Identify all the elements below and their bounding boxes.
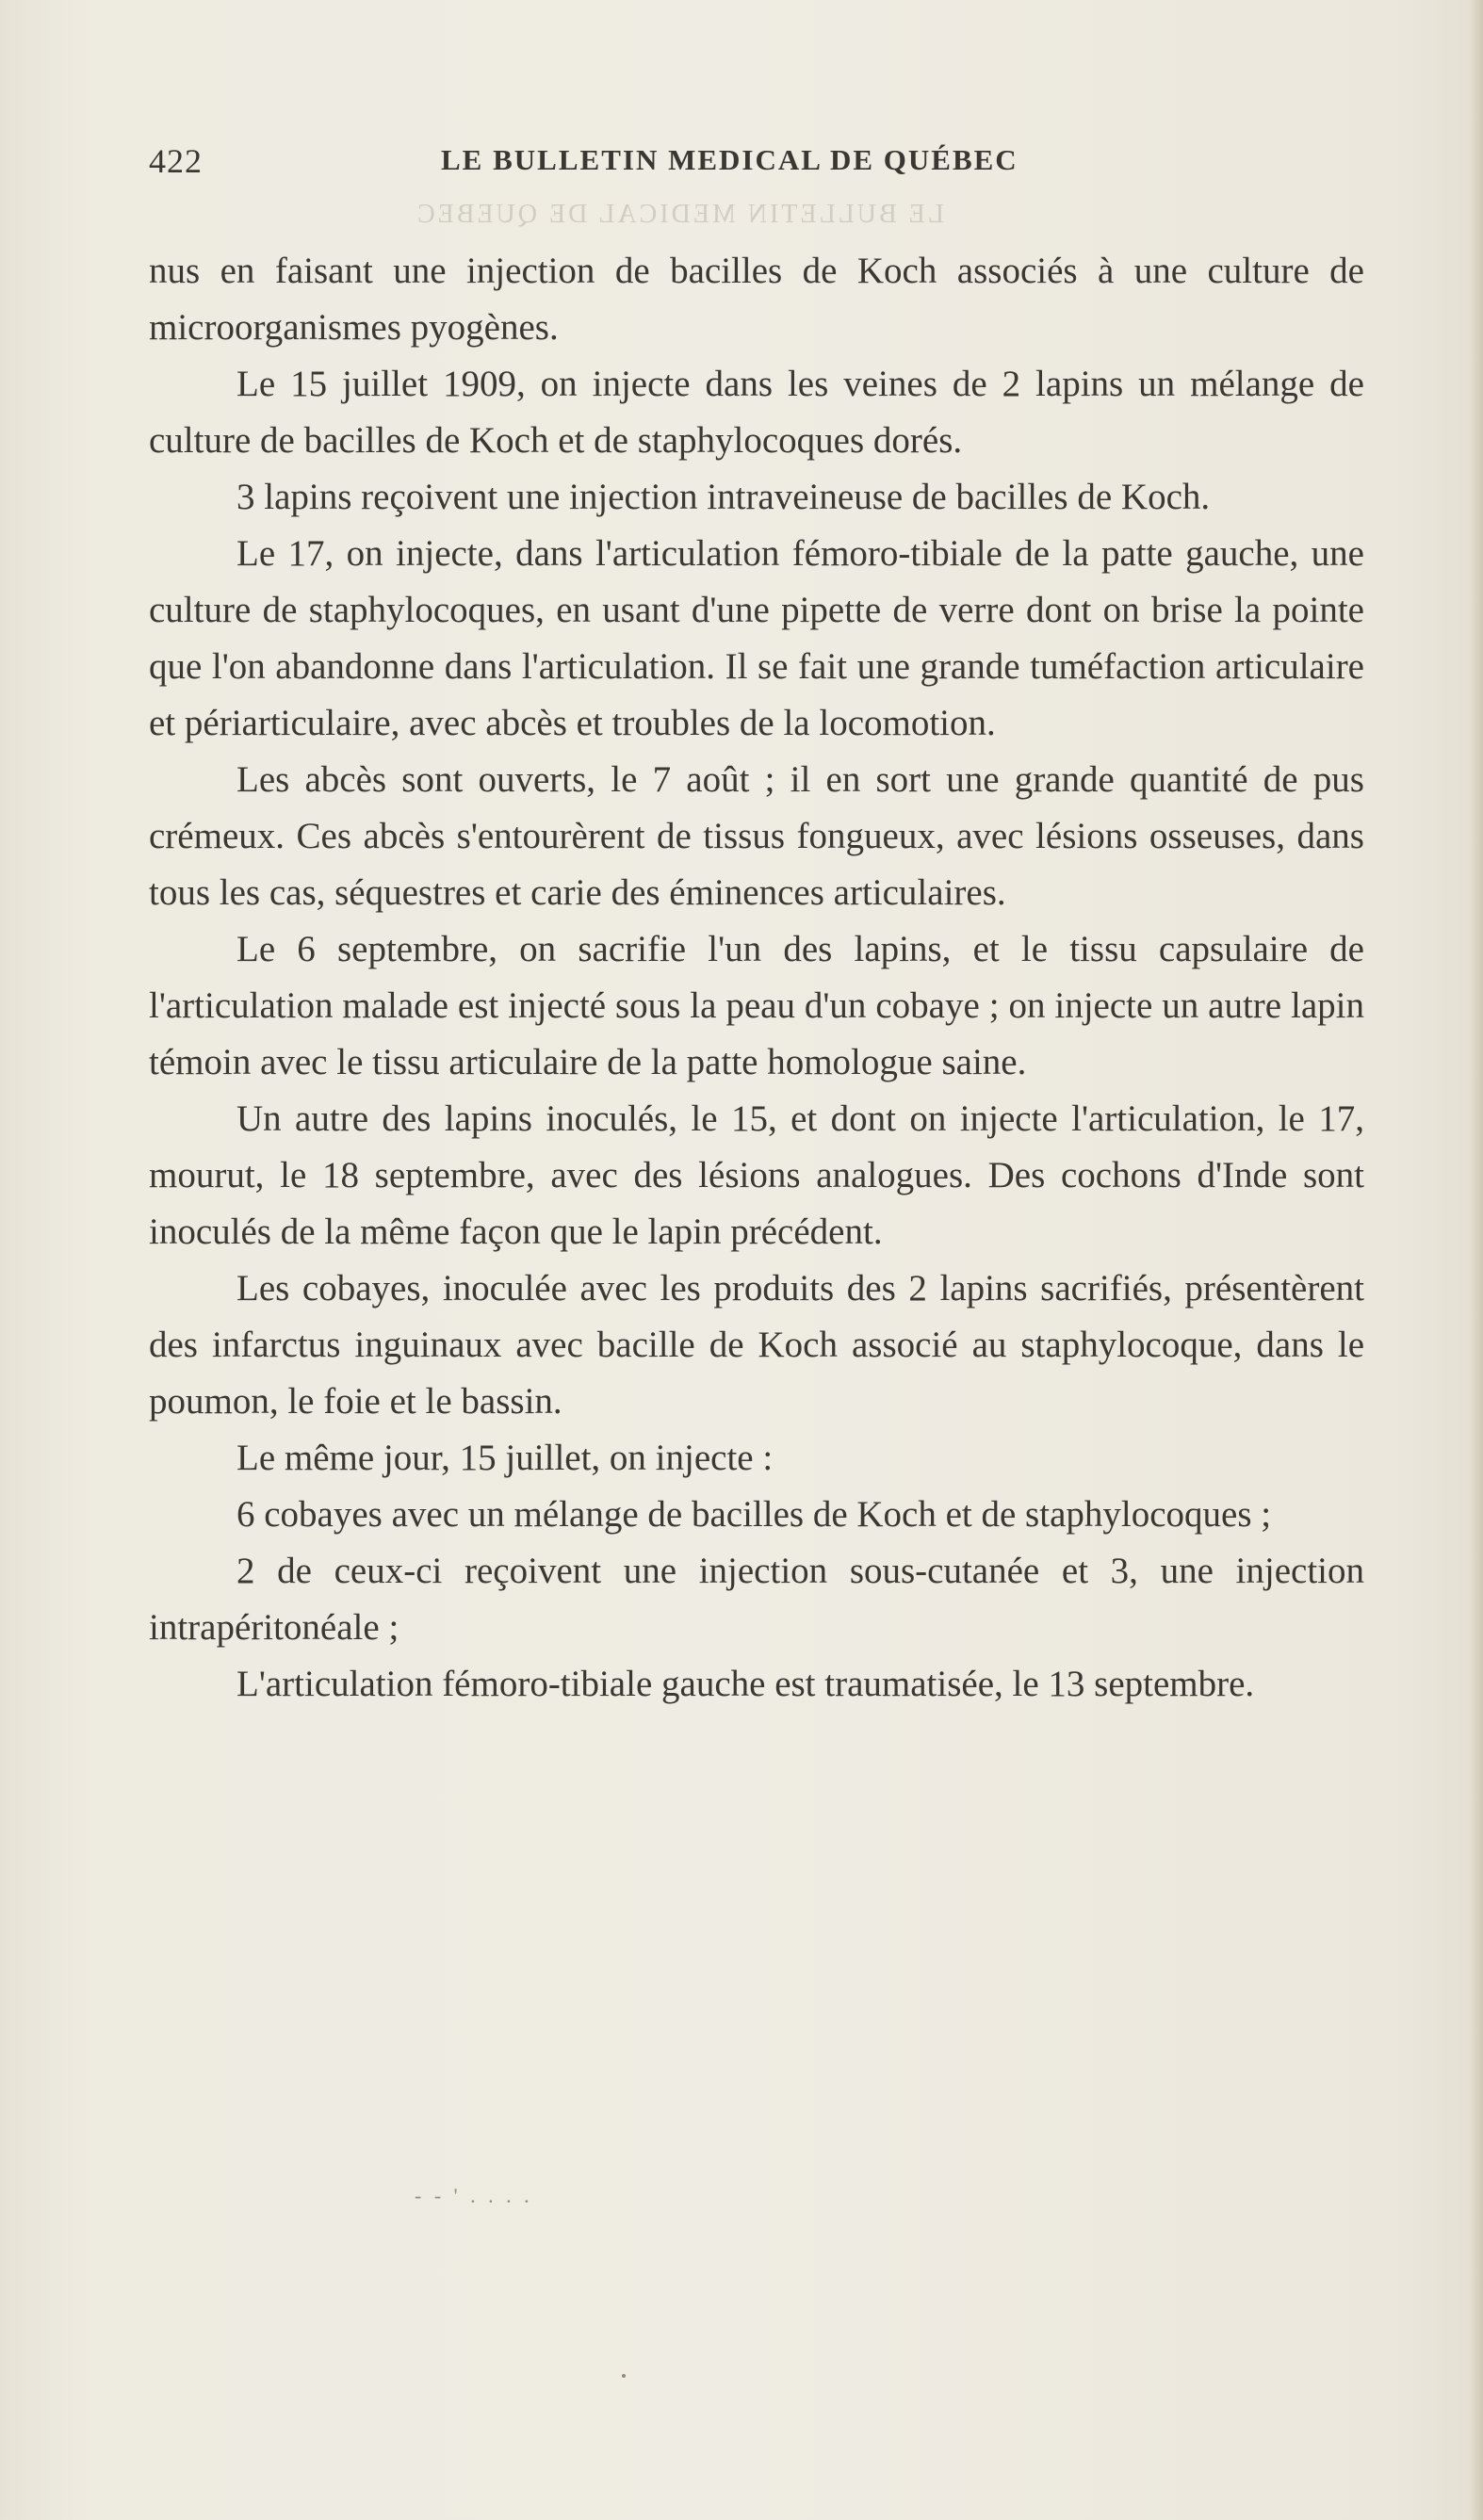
paragraph: 6 cobayes avec un mélange de bacilles de Koch et de staphylocoques ; [236, 1494, 1272, 1535]
paragraph: 3 lapins reçoivent une injection intraveineuse de bacilles de Koch. [236, 477, 1211, 517]
paragraph: Le 6 septembre, on sacrifie l'un des lapins, et le tissu capsulaire de l'articulation malade est injecté sous la peau d'un cobaye ; on injecte un autre lapin témoin avec le tissu articulaire de la patte homologue saine. [149, 929, 1364, 1082]
running-head [149, 141, 1374, 188]
page-number: 422 [149, 142, 203, 180]
paragraph: Le 15 juillet 1909, on injecte dans les veines de 2 lapins un mélange de culture de bacilles de Koch et de staphylocoques dorés. [149, 364, 1364, 461]
paragraph: Les cobayes, inoculée avec les produits des 2 lapins sacrifiés, présentèrent des infarctus inguinaux avec bacille de Koch associé au staphylocoque, dans le poumon, le foie et le bassin. [149, 1268, 1364, 1422]
paragraph: Le même jour, 15 juillet, on injecte : [236, 1438, 774, 1478]
paragraph: nus en faisant une injection de bacilles de Koch associés à une culture de microorganismes pyogènes. [149, 251, 1364, 348]
journal-title: LE BULLETIN MEDICAL DE QUÉBEC [441, 143, 1019, 176]
article-body [149, 243, 1364, 1713]
page-edge-shadow [1470, 0, 1483, 2520]
paragraph: Le 17, on injecte, dans l'articulation fémoro-tibiale de la patte gauche, une culture de staphylocoques, en usant d'une pipette de verre dont on brise la pointe que l'on abandonne dans l'articulation. Il se fait une grande tuméfaction articulaire et périarticulaire, avec abcès et troubles de la locomotion. [149, 533, 1364, 743]
paragraph: Les abcès sont ouverts, le 7 août ; il en sort une grande quantité de pus crémeux. Ces abcès s'entourèrent de tissus fongueux, avec lésions osseuses, dans tous les cas, séquestres et carie des éminences articulaires. [149, 759, 1364, 913]
paragraph: L'articulation fémoro-tibiale gauche est traumatisée, le 13 septembre. [236, 1664, 1255, 1704]
paragraph: Un autre des lapins inoculés, le 15, et dont on injecte l'articulation, le 17, mourut, le 18 septembre, avec des lésions analogues. Des cochons d'Inde sont inoculés de la même façon que le lapin précédent. [149, 1098, 1364, 1252]
ink-dot [622, 2374, 626, 2378]
paragraph: 2 de ceux-ci reçoivent une injection sous-cutanée et 3, une injection intrapéritonéale ; [149, 1551, 1364, 1648]
footer-ink-marks: - - ' . . . . [415, 2184, 533, 2207]
bleed-through-text: LE BULLETIN MEDICAL DE QUEBEC [415, 200, 944, 229]
